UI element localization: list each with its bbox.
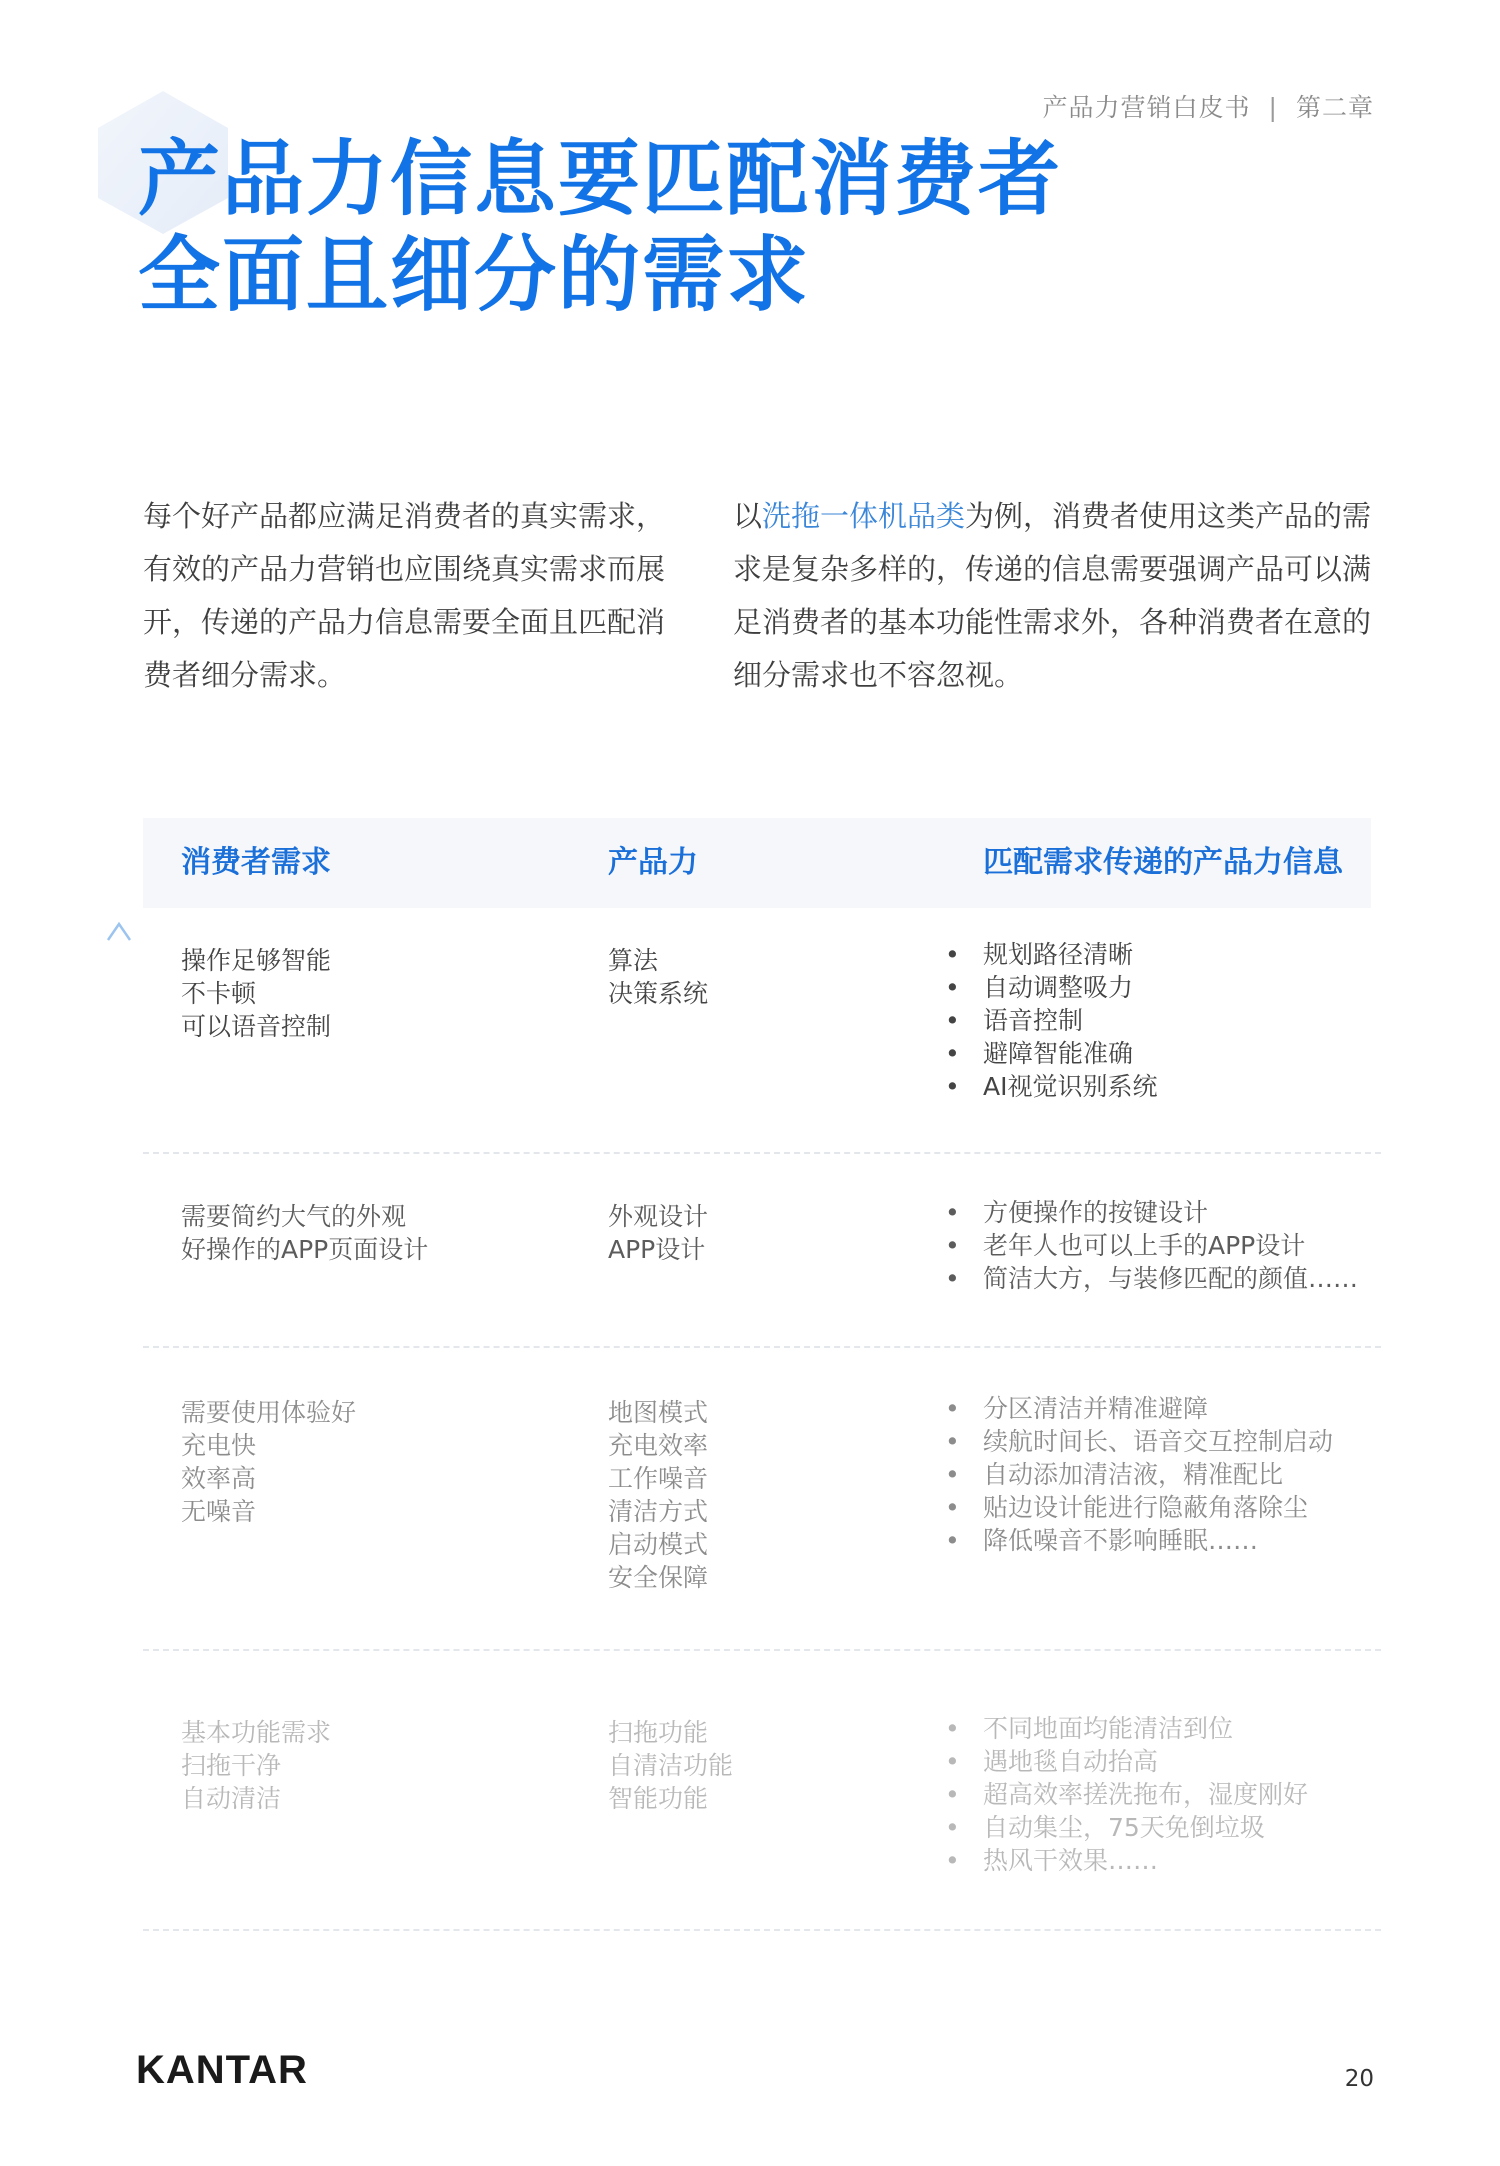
need-item: 不卡顿	[181, 979, 257, 1008]
power-item: 工作噪音	[608, 1464, 709, 1493]
row-divider	[143, 1152, 1381, 1154]
info-text: 降低噪音不影响睡眠……	[983, 1526, 1259, 1555]
bullet-icon: •	[945, 1493, 960, 1522]
page-title	[138, 132, 1238, 324]
info-item	[945, 938, 1157, 971]
bullet-icon: •	[945, 1006, 960, 1035]
power-item: 启动模式	[608, 1530, 709, 1559]
intro-right-suffix: 为例，消费者使用这类产品的需求是复杂多样的，传递的信息需要强调产品可以满足消费者的基本功能性需求外，各种消费者在意的细分需求也不容忽视。	[733, 499, 1372, 692]
bullet-icon: •	[945, 1846, 960, 1875]
info-item	[945, 1491, 1333, 1524]
info-item	[945, 1229, 1358, 1262]
need-item: 好操作的APP页面设计	[181, 1235, 429, 1264]
need-item: 操作足够智能	[181, 946, 332, 975]
category-highlight: 洗拖一体机品类	[762, 499, 966, 533]
info-text: AI视觉识别系统	[983, 1072, 1158, 1101]
bullet-icon: •	[945, 1264, 960, 1293]
product-power-cell	[608, 944, 708, 1010]
info-item	[945, 1844, 1308, 1877]
matched-info-cell	[945, 938, 1158, 1103]
bullet-icon: •	[945, 1427, 960, 1456]
info-text: 自动添加清洁液，精准配比	[983, 1460, 1284, 1489]
info-item	[945, 1425, 1334, 1458]
power-item: 智能功能	[608, 1784, 709, 1813]
info-text: 不同地面均能清洁到位	[983, 1714, 1234, 1743]
header-separator: |	[1268, 93, 1278, 122]
bullet-icon: •	[945, 1714, 960, 1743]
bullet-icon: •	[945, 940, 960, 969]
intro-paragraph-right	[733, 490, 1383, 702]
power-item: 清洁方式	[608, 1497, 709, 1526]
consumer-needs-cell	[181, 1200, 428, 1266]
bullet-icon: •	[945, 1780, 960, 1809]
consumer-needs-cell	[181, 1716, 331, 1815]
row-divider	[143, 1346, 1381, 1348]
bullet-icon: •	[945, 1394, 960, 1423]
info-item	[945, 1262, 1359, 1295]
consumer-needs-cell	[181, 1396, 356, 1528]
power-item: 安全保障	[608, 1563, 709, 1592]
bullet-icon: •	[945, 1198, 960, 1227]
info-text: 热风干效果……	[983, 1846, 1159, 1875]
need-item: 充电快	[181, 1431, 257, 1460]
product-power-cell	[608, 1396, 708, 1594]
info-text: 自动集尘，75天免倒垃圾	[983, 1813, 1265, 1842]
power-item: 扫拖功能	[608, 1718, 709, 1747]
power-item: APP设计	[608, 1235, 706, 1264]
power-item: 地图模式	[608, 1398, 709, 1427]
bullet-icon: •	[945, 1072, 960, 1101]
bullet-icon: •	[945, 1231, 960, 1260]
matched-info-cell	[945, 1392, 1334, 1557]
info-item	[945, 1070, 1158, 1103]
row-divider	[143, 1649, 1381, 1651]
power-item: 自清洁功能	[608, 1751, 734, 1780]
need-item: 需要简约大气的外观	[181, 1202, 407, 1231]
info-text: 老年人也可以上手的APP设计	[983, 1231, 1306, 1260]
need-item: 无噪音	[181, 1497, 257, 1526]
info-item	[945, 1004, 1157, 1037]
header-consumer-needs: 消费者需求	[181, 845, 331, 880]
info-item	[945, 971, 1157, 1004]
title-line-2: 全面且细分的需求	[138, 228, 811, 323]
info-item	[945, 1458, 1333, 1491]
info-item	[945, 1037, 1157, 1070]
bullet-icon: •	[945, 1813, 960, 1842]
info-item	[945, 1811, 1308, 1844]
running-header	[1043, 88, 1374, 124]
info-text: 简洁大方，与装修匹配的颜值……	[983, 1264, 1359, 1293]
info-text: 续航时间长、语音交互控制启动	[983, 1427, 1334, 1456]
info-item	[945, 1196, 1358, 1229]
info-item	[945, 1392, 1333, 1425]
kantar-logo: KANTAR	[136, 2048, 308, 2092]
info-text: 规划路径清晰	[983, 940, 1134, 969]
info-item	[945, 1712, 1308, 1745]
power-item: 决策系统	[608, 979, 709, 1008]
product-power-cell	[608, 1200, 708, 1266]
power-item: 外观设计	[608, 1202, 709, 1231]
row-divider	[143, 1929, 1381, 1931]
bullet-icon: •	[945, 1526, 960, 1555]
bullet-icon: •	[945, 1747, 960, 1776]
product-power-cell	[608, 1716, 733, 1815]
info-text: 贴边设计能进行隐蔽角落除尘	[983, 1493, 1309, 1522]
consumer-needs-cell	[181, 944, 331, 1043]
page-number: 20	[1344, 2066, 1374, 2092]
matched-info-cell	[945, 1712, 1309, 1877]
need-item: 可以语音控制	[181, 1012, 332, 1041]
info-text: 方便操作的按键设计	[983, 1198, 1209, 1227]
bullet-icon: •	[945, 1039, 960, 1068]
info-text: 自动调整吸力	[983, 973, 1134, 1002]
info-text: 分区清洁并精准避障	[983, 1394, 1209, 1423]
need-item: 需要使用体验好	[181, 1398, 357, 1427]
bullet-icon: •	[945, 1460, 960, 1489]
header-matched-info: 匹配需求传递的产品力信息	[983, 845, 1343, 880]
chapter-name: 第二章	[1295, 93, 1374, 122]
info-text: 超高效率搓洗拖布，湿度刚好	[983, 1780, 1309, 1809]
info-item	[945, 1745, 1308, 1778]
table-header	[143, 818, 1371, 908]
need-item: 效率高	[181, 1464, 257, 1493]
arrow-up-icon	[104, 920, 134, 1935]
info-text: 语音控制	[983, 1006, 1084, 1035]
matched-info-cell	[945, 1196, 1359, 1295]
need-item: 基本功能需求	[181, 1718, 332, 1747]
info-text: 遇地毯自动抬高	[983, 1747, 1159, 1776]
power-item: 算法	[608, 946, 659, 975]
header-product-power: 产品力	[608, 845, 698, 880]
title-line-1: 产品力信息要匹配消费者	[138, 132, 1063, 227]
need-item: 自动清洁	[181, 1784, 282, 1813]
need-item: 扫拖干净	[181, 1751, 282, 1780]
report-name: 产品力营销白皮书	[1042, 93, 1251, 122]
bullet-icon: •	[945, 973, 960, 1002]
intro-right-prefix: 以	[733, 499, 763, 533]
intro-paragraph-left: 每个好产品都应满足消费者的真实需求，有效的产品力营销也应围绕真实需求而展开，传递的产品力信息需要全面且匹配消费者细分需求。	[143, 499, 666, 692]
info-item	[945, 1778, 1309, 1811]
info-text: 避障智能准确	[983, 1039, 1134, 1068]
power-item: 充电效率	[608, 1431, 709, 1460]
info-item	[945, 1524, 1333, 1557]
